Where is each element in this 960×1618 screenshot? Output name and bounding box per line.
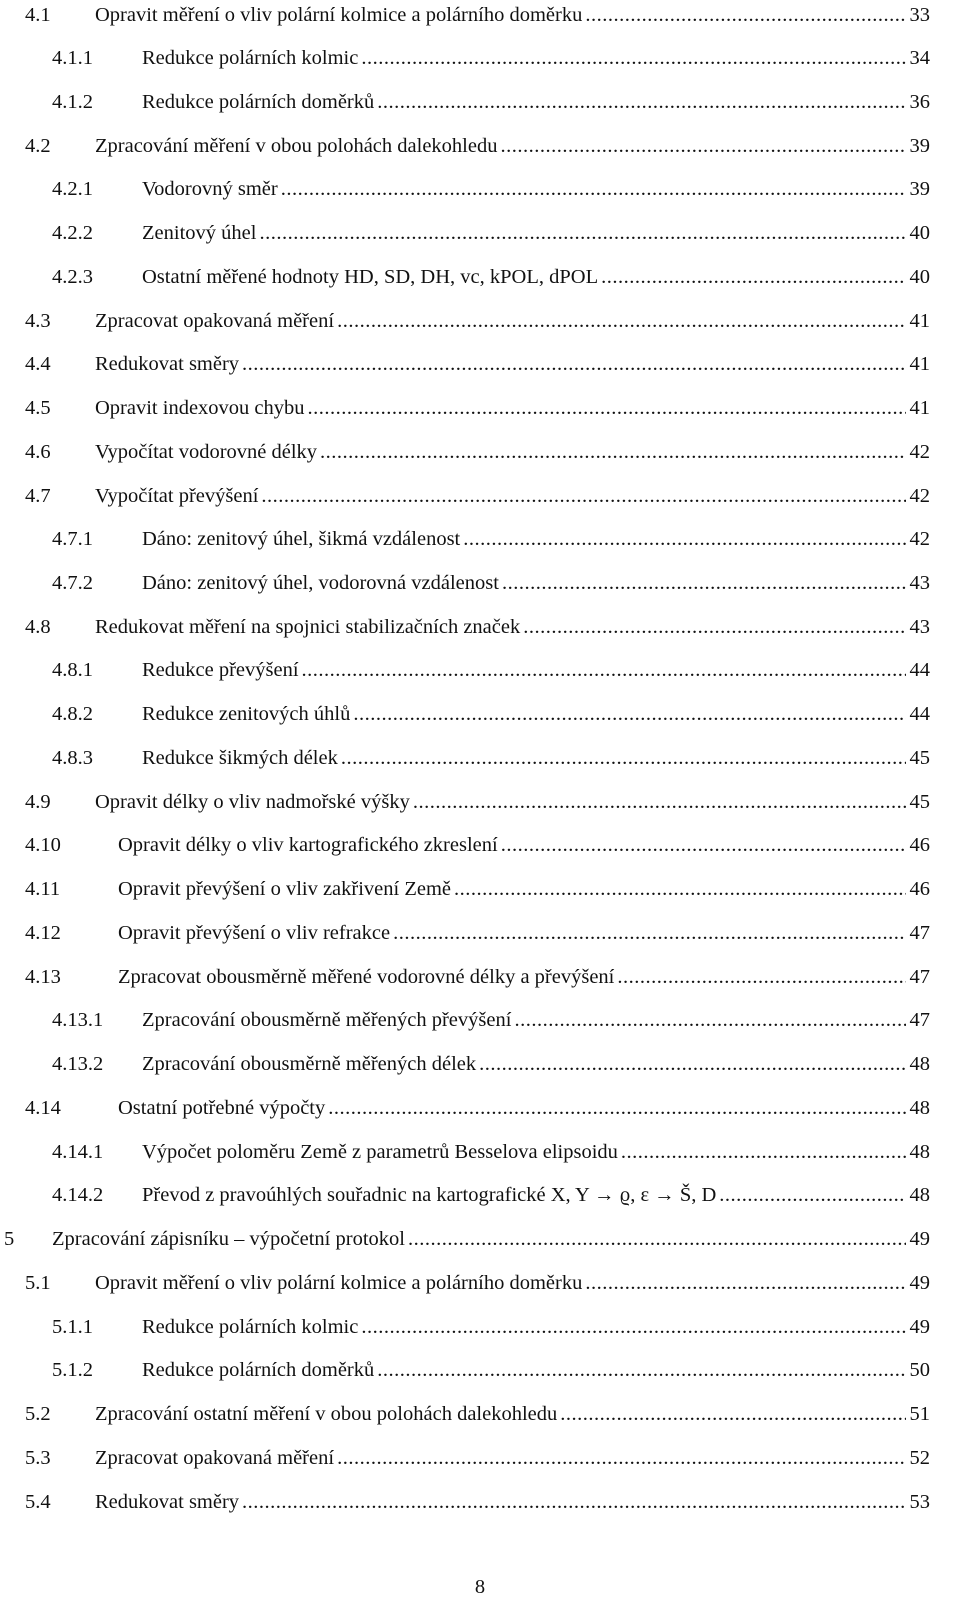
toc-entry-title: Zenitový úhel — [142, 222, 257, 244]
toc-entry-page: 39 — [909, 135, 930, 157]
toc-entry-number: 4.13.1 — [52, 1009, 104, 1031]
toc-entry-number: 4.13.2 — [52, 1053, 104, 1075]
toc-entry-page: 45 — [909, 791, 930, 813]
toc-entry-number: 4.2 — [25, 135, 51, 157]
toc-entry-title: Ostatní potřebné výpočty — [118, 1097, 326, 1119]
toc-entry[interactable] — [52, 743, 930, 773]
toc-entry-title: Zpracování obousměrně měřených délek — [142, 1053, 477, 1075]
toc-entry-page: 41 — [909, 397, 930, 419]
dot-leader — [242, 349, 905, 379]
toc-entry-page: 40 — [909, 222, 930, 244]
toc-entry-title: Zpracování ostatní měření v obou polohách dalekohledu — [95, 1403, 558, 1425]
toc-entry[interactable] — [52, 1312, 930, 1342]
toc-entry-number: 4.2.1 — [52, 178, 93, 200]
dot-leader — [560, 1399, 905, 1429]
toc-entry-number: 4.3 — [25, 310, 51, 332]
dot-leader — [308, 393, 906, 423]
toc-entry-title: Zpracování měření v obou polohách dalekohledu — [95, 135, 498, 157]
toc-entry-title: Redukce šikmých délek — [142, 747, 338, 769]
toc-entry[interactable] — [25, 962, 930, 992]
toc-entry[interactable] — [52, 568, 930, 598]
dot-leader — [719, 1180, 905, 1210]
toc-entry-page: 41 — [909, 353, 930, 375]
toc-entry-page: 39 — [909, 178, 930, 200]
toc-entry-title: Opravit délky o vliv kartografického zkreslení — [118, 834, 498, 856]
toc-entry-page: 43 — [909, 616, 930, 638]
toc-entry-title: Opravit převýšení o vliv refrakce — [118, 922, 391, 944]
toc-entry[interactable] — [52, 524, 930, 554]
toc-entry-number: 4.8.2 — [52, 703, 93, 725]
toc-entry[interactable] — [25, 1399, 930, 1429]
toc-entry-number: 4.12 — [25, 922, 61, 944]
toc-entry[interactable] — [52, 699, 930, 729]
dot-leader — [377, 1355, 905, 1385]
toc-entry-page: 42 — [909, 441, 930, 463]
toc-entry-page: 52 — [909, 1447, 930, 1469]
toc-entry-page: 40 — [909, 266, 930, 288]
toc-entry-page: 43 — [909, 572, 930, 594]
toc-entry-page: 48 — [909, 1097, 930, 1119]
dot-leader — [341, 743, 906, 773]
toc-entry[interactable] — [25, 830, 930, 860]
dot-leader — [621, 1137, 906, 1167]
toc-entry-number: 4.10 — [25, 834, 61, 856]
toc-entry[interactable] — [25, 1487, 930, 1517]
toc-entry[interactable] — [25, 874, 930, 904]
toc-entry[interactable] — [25, 481, 930, 511]
dot-leader — [479, 1049, 905, 1079]
toc-entry[interactable] — [52, 655, 930, 685]
toc-entry-title: Vodorovný směr — [142, 178, 278, 200]
toc-entry-page: 46 — [909, 878, 930, 900]
toc-entry-number: 4.8.1 — [52, 659, 93, 681]
toc-entry-page: 45 — [909, 747, 930, 769]
dot-leader — [337, 1443, 905, 1473]
toc-entry-number: 4.13 — [25, 966, 61, 988]
toc-entry-number: 4.6 — [25, 441, 51, 463]
dot-leader — [523, 612, 905, 642]
toc-entry-page: 51 — [909, 1403, 930, 1425]
toc-entry-title: Redukovat směry — [95, 1491, 240, 1513]
toc-entry-title: Opravit délky o vliv nadmořské výšky — [95, 791, 410, 813]
toc-entry[interactable] — [52, 218, 930, 248]
toc-entry-page: 48 — [909, 1141, 930, 1163]
dot-leader — [393, 918, 905, 948]
toc-entry-page: 47 — [909, 922, 930, 944]
toc-entry-number: 5.2 — [25, 1403, 51, 1425]
dot-leader — [320, 437, 905, 467]
dot-leader — [302, 655, 906, 685]
toc-entry[interactable] — [25, 1268, 930, 1298]
toc-entry[interactable] — [25, 306, 930, 336]
toc-entry[interactable] — [52, 1049, 930, 1079]
toc-entry-number: 4.14.1 — [52, 1141, 104, 1163]
toc-entry[interactable] — [52, 43, 930, 73]
toc-entry[interactable] — [25, 1443, 930, 1473]
toc-entry[interactable] — [52, 174, 930, 204]
toc-entry-number: 5.1.1 — [52, 1316, 93, 1338]
toc-entry-title: Redukce polárních kolmic — [142, 47, 359, 69]
toc-entry-number: 5.3 — [25, 1447, 51, 1469]
toc-entry-number: 4.5 — [25, 397, 51, 419]
toc-entry-title: Redukce polárních doměrků — [142, 1359, 375, 1381]
toc-entry-title: Výpočet poloměru Země z parametrů Besselova elipsoidu — [142, 1141, 618, 1163]
toc-entry-page: 49 — [909, 1228, 930, 1250]
dot-leader — [261, 481, 905, 511]
toc-entry[interactable] — [4, 1224, 930, 1254]
toc-entry-title: Dáno: zenitový úhel, šikmá vzdálenost — [142, 528, 461, 550]
dot-leader — [413, 787, 906, 817]
dot-leader — [361, 43, 905, 73]
toc-entry-page: 41 — [909, 310, 930, 332]
toc-entry-number: 4.1.2 — [52, 91, 93, 113]
toc-entry-title: Ostatní měřené hodnoty HD, SD, DH, vc, kPOL, dPOL — [142, 266, 599, 288]
toc-entry[interactable] — [25, 349, 930, 379]
toc-entry-number: 4.8 — [25, 616, 51, 638]
dot-leader — [377, 87, 905, 117]
toc-entry-number: 4.7.2 — [52, 572, 93, 594]
toc-entry-number: 4.7.1 — [52, 528, 93, 550]
toc-entry-page: 48 — [909, 1184, 930, 1206]
toc-entry-page: 42 — [909, 528, 930, 550]
toc-entry-title: Opravit měření o vliv polární kolmice a polárního doměrku — [95, 4, 583, 26]
toc-entry-number: 4.1.1 — [52, 47, 93, 69]
dot-leader — [502, 568, 906, 598]
toc-entry-number: 4.9 — [25, 791, 51, 813]
dot-leader — [408, 1224, 906, 1254]
dot-leader — [259, 218, 905, 248]
toc-entry[interactable] — [25, 0, 930, 30]
toc-entry-page: 42 — [909, 485, 930, 507]
toc-entry-number: 4.14.2 — [52, 1184, 104, 1206]
toc-entry-page: 44 — [909, 659, 930, 681]
toc-entry-page: 44 — [909, 703, 930, 725]
toc-entry-title: Redukce převýšení — [142, 659, 299, 681]
toc-entry-number: 5.1 — [25, 1272, 51, 1294]
toc-entry[interactable] — [25, 787, 930, 817]
dot-leader — [281, 174, 906, 204]
toc-entry-page: 49 — [909, 1316, 930, 1338]
toc-entry-title: Zpracovat opakovaná měření — [95, 1447, 335, 1469]
toc-entry-page: 53 — [909, 1491, 930, 1513]
toc-entry-title: Opravit měření o vliv polární kolmice a polárního doměrku — [95, 1272, 583, 1294]
toc-entry-number: 4.11 — [25, 878, 61, 900]
toc-entry[interactable] — [52, 1137, 930, 1167]
toc-entry[interactable] — [25, 437, 930, 467]
toc-entry-number: 4.2.3 — [52, 266, 93, 288]
toc-entry-title: Zpracování zápisníku – výpočetní protokol — [52, 1228, 405, 1250]
toc-entry-title: Redukovat měření na spojnici stabilizačních značek — [95, 616, 521, 638]
toc-entry-title: Opravit indexovou chybu — [95, 397, 305, 419]
dot-leader — [337, 306, 905, 336]
toc-entry-title: Redukce polárních doměrků — [142, 91, 375, 113]
dot-leader — [585, 1268, 905, 1298]
toc-entry-page: 33 — [909, 4, 930, 26]
toc-entry-page: 49 — [909, 1272, 930, 1294]
toc-entry-title: Redukovat směry — [95, 353, 240, 375]
toc-entry-number: 5 — [4, 1228, 15, 1250]
toc-entry-number: 4.1 — [25, 4, 51, 26]
dot-leader — [361, 1312, 905, 1342]
dot-leader — [500, 131, 905, 161]
toc-entry-number: 4.2.2 — [52, 222, 93, 244]
toc-entry-title: Zpracování obousměrně měřených převýšení — [142, 1009, 512, 1031]
toc-entry-title: Dáno: zenitový úhel, vodorovná vzdálenost — [142, 572, 499, 594]
toc-entry-page: 36 — [909, 91, 930, 113]
toc-entry-number: 5.4 — [25, 1491, 51, 1513]
dot-leader — [601, 262, 905, 292]
toc-entry-page: 34 — [909, 47, 930, 69]
toc-entry-page: 46 — [909, 834, 930, 856]
toc-entry[interactable] — [25, 612, 930, 642]
dot-leader — [328, 1093, 905, 1123]
dot-leader — [353, 699, 905, 729]
toc-entry[interactable] — [52, 1355, 930, 1385]
toc-entry-title: Vypočítat vodorovné délky — [95, 441, 318, 463]
page-number: 8 — [474, 1576, 486, 1598]
toc-entry[interactable] — [52, 262, 930, 292]
toc-entry[interactable] — [25, 393, 930, 423]
toc-entry-number: 4.8.3 — [52, 747, 93, 769]
toc-entry-page: 48 — [909, 1053, 930, 1075]
toc-entry-page: 47 — [909, 966, 930, 988]
toc-entry[interactable] — [52, 1180, 930, 1210]
toc-entry-number: 5.1.2 — [52, 1359, 93, 1381]
toc-entry[interactable] — [25, 131, 930, 161]
toc-entry[interactable] — [52, 1005, 930, 1035]
toc-entry-number: 4.7 — [25, 485, 51, 507]
toc-entry[interactable] — [25, 918, 930, 948]
dot-leader — [585, 0, 905, 30]
toc-entry[interactable] — [25, 1093, 930, 1123]
toc-entry-title: Převod z pravoúhlých souřadnic na kartografické X, Y → ϱ, ε → Š, D — [142, 1184, 717, 1206]
toc-entry-number: 4.14 — [25, 1097, 61, 1119]
toc-entry-title: Redukce zenitových úhlů — [142, 703, 351, 725]
dot-leader — [617, 962, 905, 992]
toc-entry-page: 50 — [909, 1359, 930, 1381]
toc-entry-title: Zpracovat obousměrně měřené vodorovné délky a převýšení — [118, 966, 615, 988]
toc-entry-number: 4.4 — [25, 353, 51, 375]
toc-entry[interactable] — [52, 87, 930, 117]
dot-leader — [514, 1005, 905, 1035]
dot-leader — [454, 874, 905, 904]
toc-entry-page: 47 — [909, 1009, 930, 1031]
dot-leader — [501, 830, 906, 860]
toc-entry-title: Opravit převýšení o vliv zakřivení Země — [118, 878, 452, 900]
dot-leader — [463, 524, 905, 554]
dot-leader — [242, 1487, 905, 1517]
toc-entry-title: Vypočítat převýšení — [95, 485, 259, 507]
toc-entry-title: Zpracovat opakovaná měření — [95, 310, 335, 332]
toc-entry-title: Redukce polárních kolmic — [142, 1316, 359, 1338]
